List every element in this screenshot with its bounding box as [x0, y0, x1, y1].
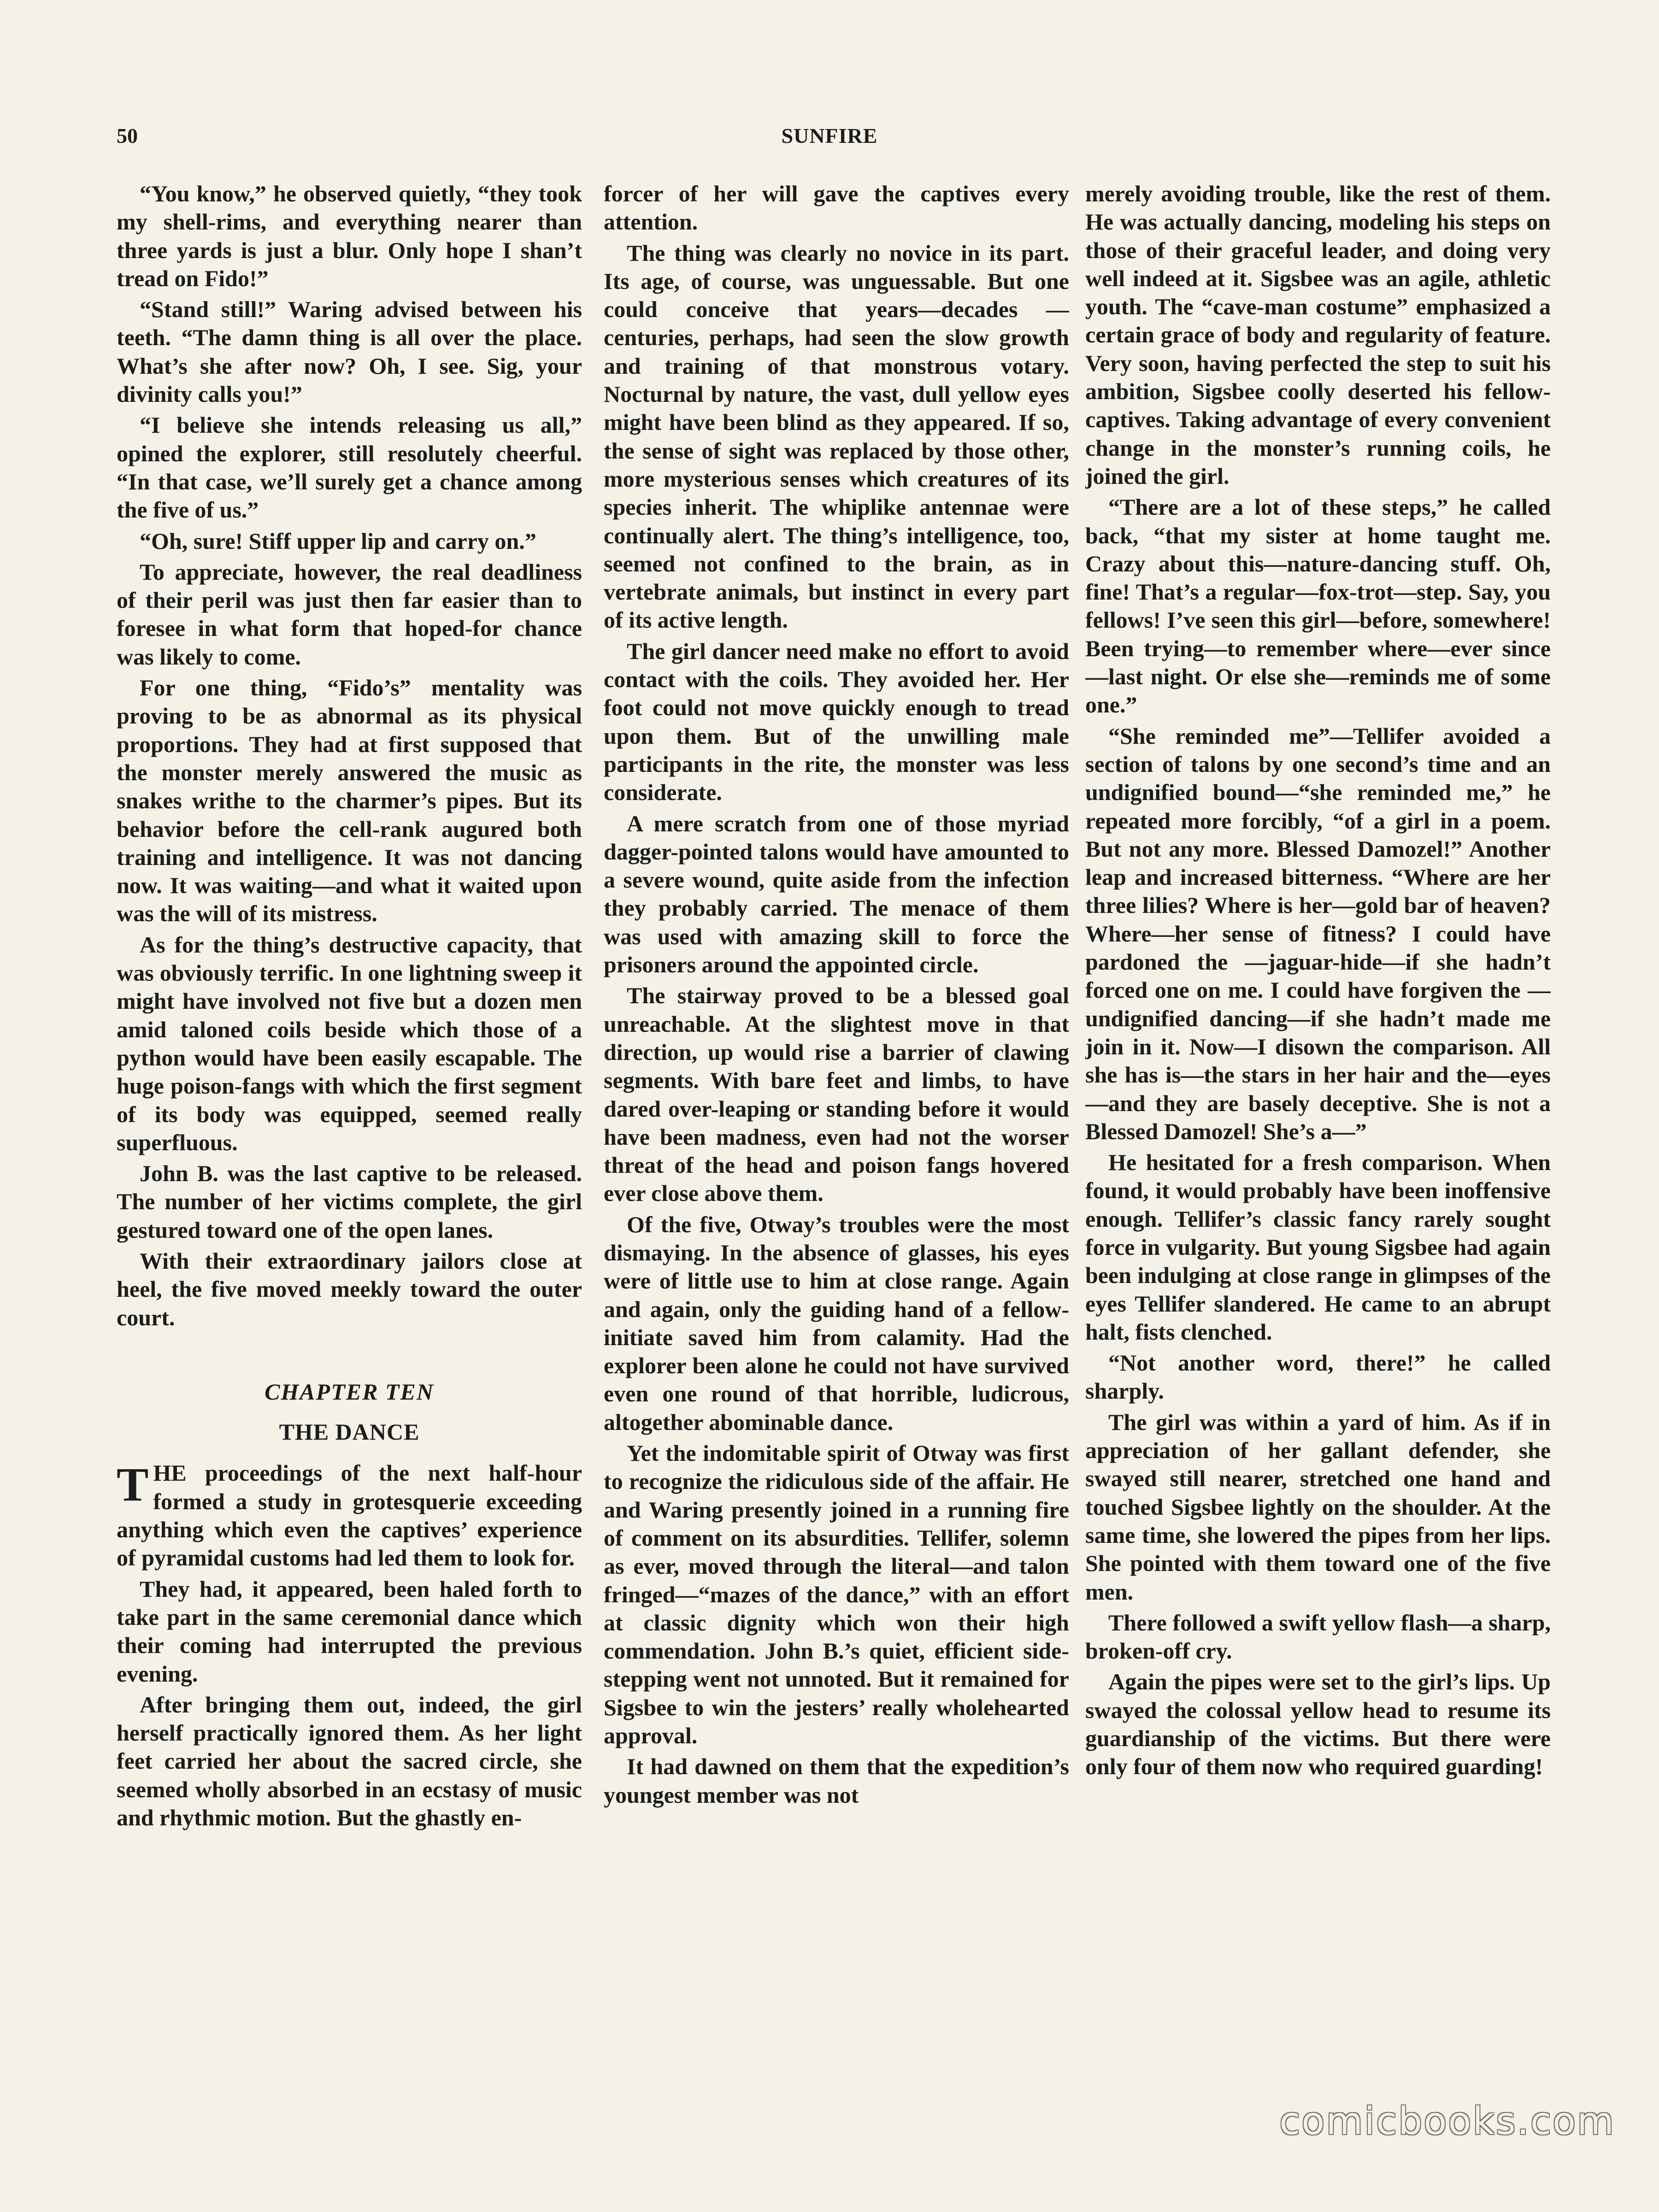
opening-text: HE proceedings of the next half-hour formed a study in grotesquerie exceeding anything which even the captives’ experience of pyramidal customs had led them to look for.: [117, 1460, 582, 1571]
paragraph: “Oh, sure! Stiff upper lip and carry on.”: [140, 528, 536, 554]
paragraph: “Not another word, there!” he called sharply.: [1085, 1350, 1551, 1404]
paragraph: “Stand still!” Waring advised between his teeth. “The damn thing is all over the place. What’s she after now? Oh, I see. Sig, your divinity calls you!”: [117, 296, 582, 407]
paragraph: “You know,” he observed quietly, “they took my shell-rims, and everything nearer than three yards is just a blur. Only hope I shan’t tread on Fido!”: [117, 181, 582, 291]
paragraph: “There are a lot of these steps,” he called back, “that my sister at home taught me. Crazy about this—nature-dancing stuff. Oh, fine! That’s a regular—fox-trot—step. Say, you fellows! I’ve seen this girl—before, somewhere! Been trying—to remember where—ever since—last night. Or else she—reminds me of some one.”: [1085, 494, 1551, 718]
paragraph: For one thing, “Fido’s” mentality was proving to be as abnormal as its physical proportions. They had at first supposed that the monster merely answered the music as snakes writhe to the charmer’s pipes. But its behavior before the cell-rank augured both training and intelligence. It was not dancing now. It was waiting—and what it waited upon was the will of its mistress.: [117, 675, 582, 927]
paragraph: Again the pipes were set to the girl’s lips. Up swayed the colossal yellow head to resume its guardianship of the victims. But there were only four of them now who required guarding!: [1085, 1669, 1551, 1780]
text-column-2: [604, 180, 1069, 2092]
text-column-1: [117, 180, 582, 2092]
paragraph: It had dawned on them that the expedition’s youngest member was not: [604, 1753, 1069, 1808]
paragraph: Yet the indomitable spirit of Otway was first to recognize the ridiculous side of the affair. He and Waring presently joined in a running fire of comment on its absurdities. Tellifer, solemn as ever, moved through the literal—and talon fringed—“mazes of the dance,” with an effort at classic dignity which won their high commendation. John B.’s quiet, efficient side-stepping went not unnoted. But it remained for Sigsbee to win the jesters’ really wholehearted approval.: [604, 1440, 1069, 1749]
page-number: 50: [117, 124, 138, 147]
paragraph-continued: merely avoiding trouble, like the rest of them. He was actually dancing, modeling his steps on those of their graceful leader, and doing very well indeed at it. Sigsbee was an agile, athletic youth. The “cave-man costume” emphasized a certain grace of body and regularity of feature. Very soon, having perfected the step to suit his ambition, Sigsbee coolly deserted his fellow-captives. Taking advantage of every convenient change in the monster’s running coils, he joined the girl.: [1085, 181, 1551, 489]
paragraph: After bringing them out, indeed, the girl herself practically ignored them. As her light feet carried her about the sacred circle, she seemed wholly absorbed in an ecstasy of music and rhythmic motion. But the ghastly en-: [117, 1691, 582, 1831]
paragraph: There followed a swift yellow flash—a sharp, broken-off cry.: [1085, 1609, 1551, 1664]
paragraph: To appreciate, however, the real deadliness of their peril was just then far easier than to foresee in what form that hoped-for chance was likely to come.: [117, 559, 582, 670]
paragraph: The girl was within a yard of him. As if in appreciation of her gallant defender, she swayed still nearer, stretched one hand and touched Sigsbee lightly on the shoulder. At the same time, she lowered the pipes from her lips. She pointed with them toward one of the five men.: [1085, 1409, 1551, 1605]
paragraph: They had, it appeared, been haled forth to take part in the same ceremonial dance which their coming had interrupted the previous evening.: [117, 1576, 582, 1687]
paragraph: A mere scratch from one of those myriad dagger-pointed talons would have amounted to a severe wound, quite aside from the infection they probably carried. The menace of them was used with amazing skill to force the prisoners around the appointed circle.: [604, 810, 1069, 978]
text-column-3: [1085, 180, 1551, 2092]
paragraph: As for the thing’s destructive capacity, that was obviously terrific. In one lightning sweep it might have involved not five but a dozen men amid taloned coils beside which those of a python would have been easily escapable. The huge poison-fangs with which the first segment of its body was equipped, seemed really superfluous.: [117, 931, 582, 1155]
paragraph: Of the five, Otway’s troubles were the most dismaying. In the absence of glasses, his eyes were of little use to him at close range. Again and again, only the guiding hand of a fellow-initiate saved him from calamity. Had the explorer been alone he could not have survived even one round of that horrible, ludicrous, altogether abominable dance.: [604, 1211, 1069, 1435]
chapter-heading: CHAPTER TEN: [265, 1378, 434, 1405]
drop-cap: T: [117, 1458, 149, 1512]
chapter-title: THE DANCE: [279, 1419, 420, 1445]
chapter-opening-paragraph: [117, 1459, 582, 1572]
paragraph-continued: forcer of her will gave the captives every attention.: [604, 181, 1069, 235]
paragraph: The girl dancer need make no effort to avoid contact with the coils. They avoided her. Her foot could not move quickly enough to tread upon them. But of the unwilling male participants in the rite, the monster was less considerate.: [604, 638, 1069, 806]
paragraph: The thing was clearly no novice in its part. Its age, of course, was unguessable. But one could conceive that years—decades — centuries, perhaps, had seen the slow growth and training of that monstrous votary. Nocturnal by nature, the vast, dull yellow eyes might have been blind as they appeared. If so, the sense of sight was replaced by those other, more mysterious senses which creatures of its species inherit. The whiplike antennae were continually alert. The thing’s intelligence, too, seemed not confined to the brain, as in vertebrate animals, but instinct in every part of its active length.: [604, 240, 1069, 633]
running-title: SUNFIRE: [781, 124, 878, 147]
paragraph: The stairway proved to be a blessed goal unreachable. At the slightest move in that direction, up would rise a barrier of clawing segments. With bare feet and limbs, to have dared over-leaping or standing before it would have been madness, even had not the worser threat of the head and poison fangs hovered ever close above them.: [604, 982, 1069, 1206]
paragraph: With their extraordinary jailors close at heel, the five moved meekly toward the outer court.: [117, 1247, 582, 1330]
paragraph: He hesitated for a fresh comparison. When found, it would probably have been inoffensive enough. Tellifer’s classic fancy rarely sought force in vulgarity. But young Sigsbee had again been indulging at close range in glimpses of the eyes Tellifer slandered. He came to an abrupt halt, fists clenched.: [1085, 1149, 1551, 1345]
site-watermark: comicbooks.com: [1279, 2100, 1615, 2143]
paragraph: John B. was the last captive to be released. The number of her victims complete, the girl gestured toward one of the open lanes.: [117, 1160, 582, 1243]
paragraph: “She reminded me”—Tellifer avoided a section of talons by one second’s time and an undignified bound—“she reminded me,” he repeated more forcibly, “of a girl in a poem. But not any more. Blessed Damozel!” Another leap and increased bitterness. “Where are her three lilies? Where is her—gold bar of heaven? Where—her sense of fitness? I could have pardoned the —jaguar-hide—if she hadn’t forced one on me. I could have forgiven the —undignified dancing—if she hadn’t made me join in it. Now—I disown the comparison. All she has is—the stars in her hair and the—eyes—and they are basely deceptive. She is not a Blessed Damozel! She’s a—”: [1085, 723, 1551, 1144]
paragraph: “I believe she intends releasing us all,” opined the explorer, still resolutely cheerful. “In that case, we’ll surely get a chance among the five of us.”: [117, 412, 582, 523]
